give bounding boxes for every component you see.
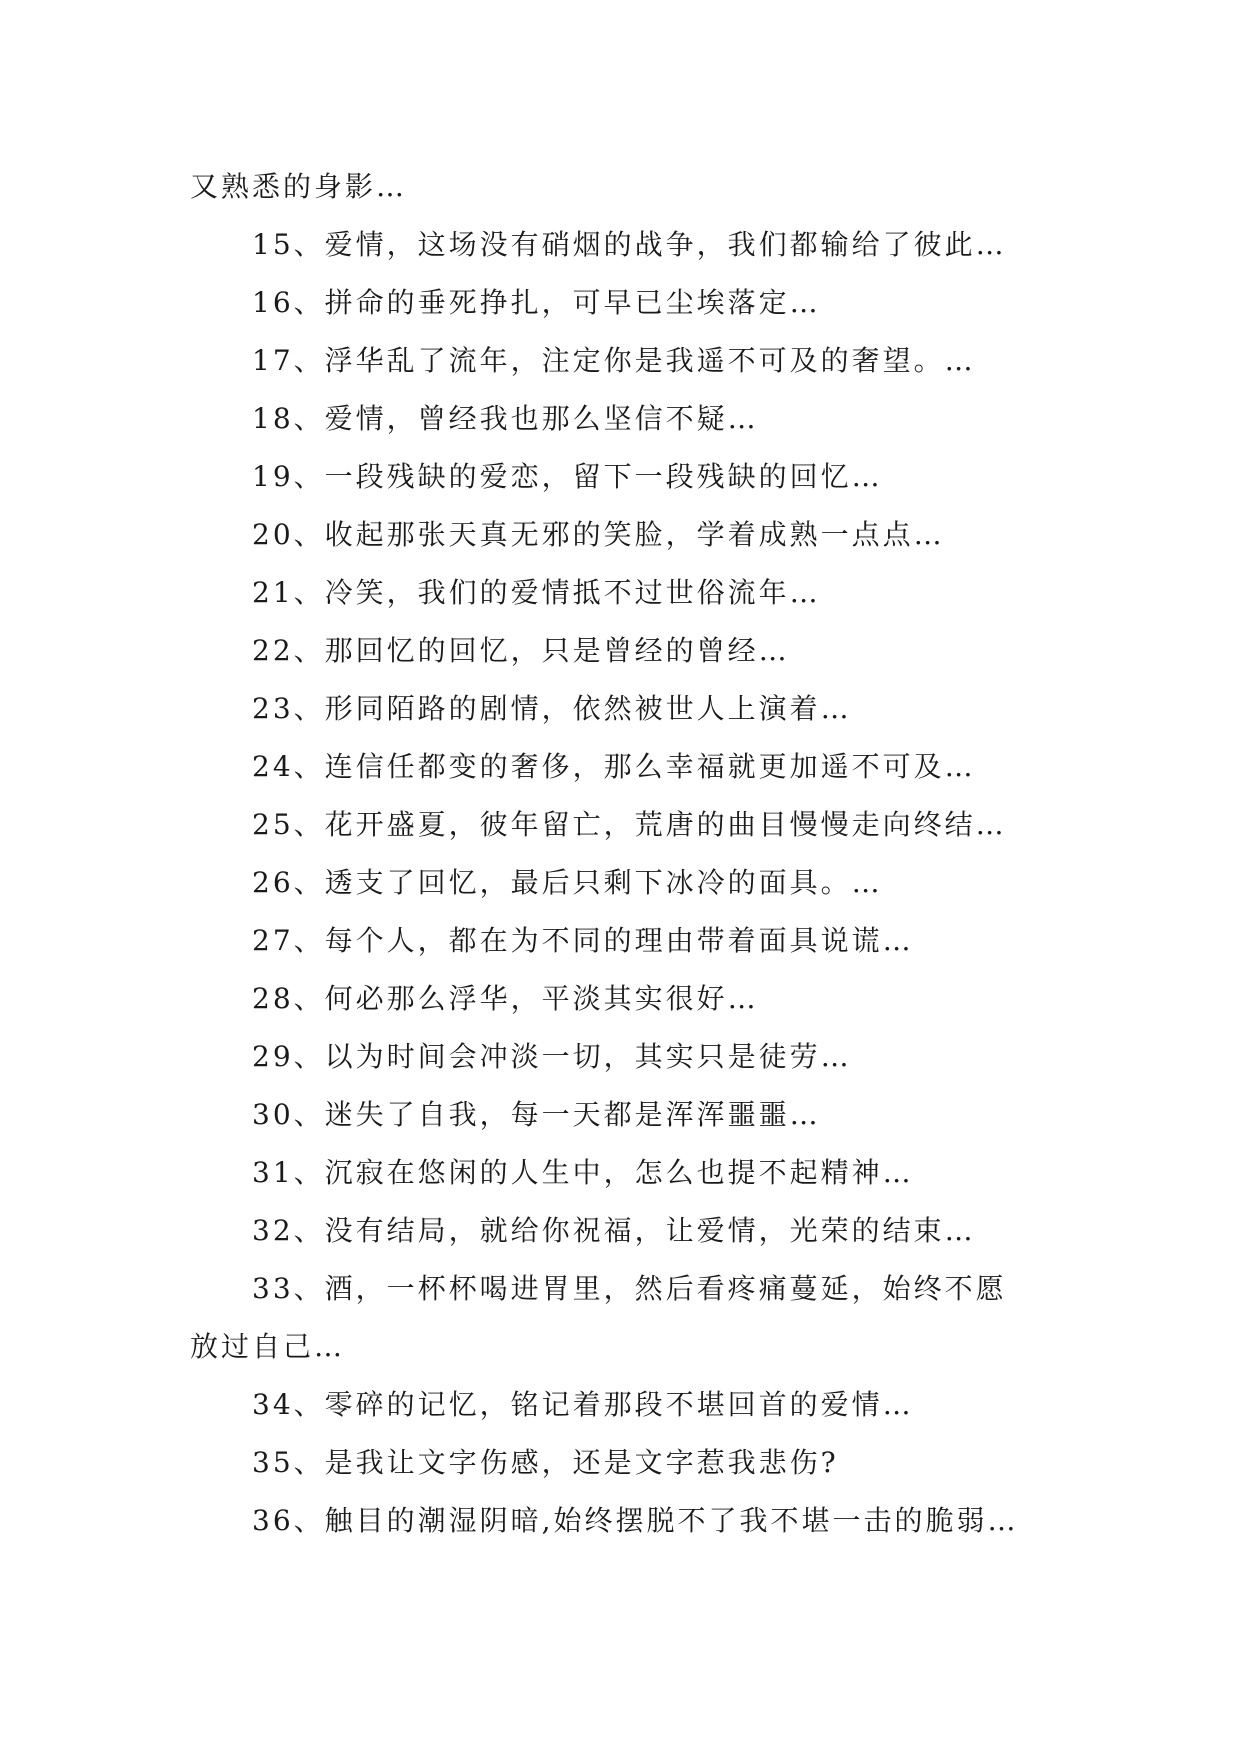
list-item: 15、爱情，这场没有硝烟的战争，我们都输给了彼此… xyxy=(252,228,1007,261)
list-item: 21、冷笑，我们的爱情抵不过世俗流年… xyxy=(252,576,821,609)
list-item: 24、连信任都变的奢侈，那么幸福就更加遥不可及… xyxy=(252,750,976,783)
list-item: 34、零碎的记忆，铭记着那段不堪回首的爱情… xyxy=(252,1388,914,1421)
list-item: 28、何必那么浮华，平淡其实很好… xyxy=(252,982,759,1015)
list-item: 19、一段残缺的爱恋，留下一段残缺的回忆… xyxy=(252,460,883,493)
list-item: 32、没有结局，就给你祝福，让爱情，光荣的结束… xyxy=(252,1214,976,1247)
list-item: 30、迷失了自我，每一天都是浑浑噩噩… xyxy=(252,1098,821,1131)
list-item-continuation: 放过自己… xyxy=(190,1330,346,1363)
list-item: 31、沉寂在悠闲的人生中，怎么也提不起精神… xyxy=(252,1156,914,1189)
list-item: 16、拼命的垂死挣扎，可早已尘埃落定… xyxy=(252,286,821,319)
list-item: 29、以为时间会冲淡一切，其实只是徒劳… xyxy=(252,1040,852,1073)
list-item: 25、花开盛夏，彼年留亡，荒唐的曲目慢慢走向终结… xyxy=(252,808,1007,841)
list-item: 27、每个人，都在为不同的理由带着面具说谎… xyxy=(252,924,914,957)
list-item: 18、爱情，曾经我也那么坚信不疑… xyxy=(252,402,759,435)
list-item: 36、触目的潮湿阴暗,始终摆脱不了我不堪一击的脆弱… xyxy=(252,1504,1019,1537)
list-item: 22、那回忆的回忆，只是曾经的曾经… xyxy=(252,634,790,667)
list-item: 20、收起那张天真无邪的笑脸，学着成熟一点点… xyxy=(252,518,945,551)
list-item: 26、透支了回忆，最后只剩下冰冷的面具。… xyxy=(252,866,883,899)
list-item: 23、形同陌路的剧情，依然被世人上演着… xyxy=(252,692,852,725)
text-line: 又熟悉的身影… xyxy=(190,170,408,203)
list-item: 35、是我让文字伤感，还是文字惹我悲伤? xyxy=(252,1446,839,1479)
list-item: 17、浮华乱了流年，注定你是我遥不可及的奢望。… xyxy=(252,344,976,377)
list-item: 33、酒，一杯杯喝进胃里，然后看疼痛蔓延，始终不愿 xyxy=(252,1272,1007,1305)
document-body xyxy=(190,158,1060,1550)
